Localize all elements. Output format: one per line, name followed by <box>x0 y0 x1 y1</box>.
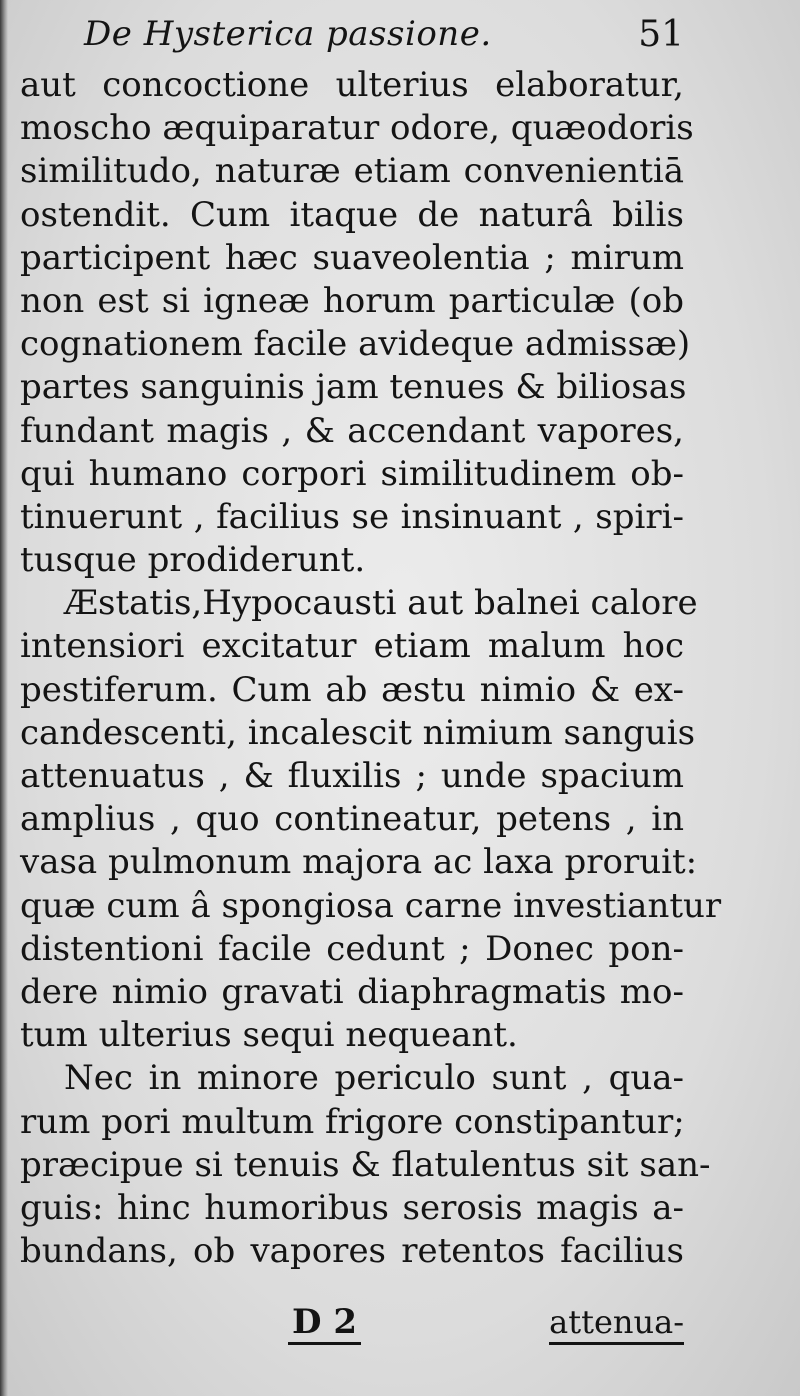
text-line: Æstatis,Hypocausti aut balnei calore <box>64 583 698 624</box>
text-line: participent hæc suaveolentia ; mirum <box>20 237 684 278</box>
text-line: tum ulterius sequi nequeant. <box>20 1015 518 1056</box>
text-line: quæ cum â spongiosa carne investiantur <box>20 885 722 926</box>
text-line: guis: hinc humoribus serosis magis a- <box>20 1187 684 1228</box>
text-line: attenuatus , & fluxilis ; unde spacium <box>20 756 684 796</box>
text-line: intensiori excitatur etiam malum hoc <box>20 626 684 667</box>
text-line: partes sanguinis jam tenues & biliosas <box>20 367 687 408</box>
text-line: ostendit. Cum itaque de naturâ bilis <box>20 194 684 235</box>
page-header <box>84 10 684 62</box>
text-line: amplius , quo contineatur, petens , in <box>20 799 684 840</box>
text-line: Nec in minore periculo sunt , qua- <box>64 1058 684 1099</box>
text-line: similitudo, naturæ etiam convenientiā <box>20 151 684 192</box>
text-line: cognationem facile avideque admissæ) <box>20 324 691 365</box>
text-line: distentioni facile cedunt ; Donec pon- <box>20 928 684 969</box>
text-line: bundans, ob vapores retentos facilius <box>20 1231 684 1272</box>
text-line: vasa pulmonum majora ac laxa proruit: <box>20 842 698 883</box>
text-line: pestiferum. Cum ab æstu nimio & ex- <box>20 669 684 710</box>
text-line: rum pori multum frigore constipantur; <box>20 1101 685 1142</box>
text-line: non est si igneæ horum particulæ (ob <box>20 280 684 321</box>
text-line: tinuerunt , facilius se insinuant , spiri- <box>20 496 684 537</box>
binding-gutter <box>0 0 8 1396</box>
catchword: attenua- <box>549 1302 684 1345</box>
text-line: præcipue si tenuis & flatulentus sit san- <box>20 1144 711 1185</box>
running-title: De Hysterica passione. <box>84 14 492 54</box>
text-line: aut concoctione ulterius elaboratur, <box>20 65 684 105</box>
text-body <box>20 64 722 1273</box>
text-line: qui humano corpori similitudinem ob- <box>20 453 684 494</box>
text-line: moscho æquiparatur odore, quæodoris <box>20 108 694 149</box>
text-line: dere nimio gravati diaphragmatis mo- <box>20 971 684 1012</box>
text-line: fundant magis , & accendant vapores, <box>20 410 684 451</box>
page-number: 51 <box>638 14 684 55</box>
text-line: candescenti, incalescit nimium sanguis <box>20 712 696 753</box>
page-footer <box>20 1302 684 1352</box>
signature-mark: D 2 <box>288 1302 361 1345</box>
text-line: tusque prodiderunt. <box>20 540 366 581</box>
